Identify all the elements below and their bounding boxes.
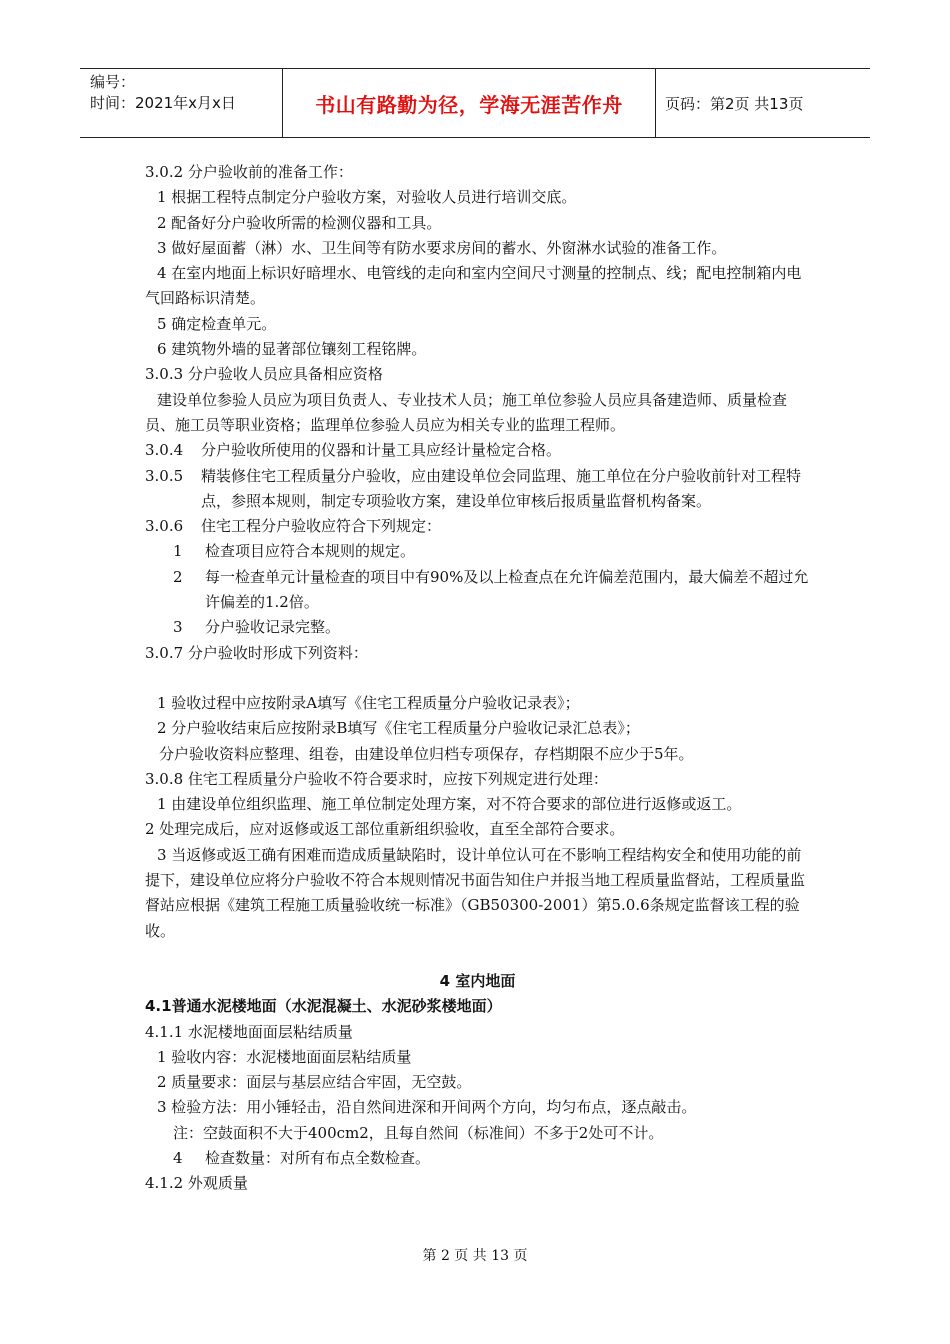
page-footer: 第 2 页 共 13 页 [422,1248,528,1264]
section-number: 3.0.5 [145,466,184,485]
list-item: 2 处理完成后，应对返修或返工部位重新组织验收，直至全部符合要求。 [145,820,625,839]
section-3-0-6 [145,514,810,539]
list-item: 1 根据工程特点制定分户验收方案，对验收人员进行培训交底。 [157,188,577,207]
list-item [145,615,810,640]
list-item: 3 当返修或返工确有困难而造成质量缺陷时，设计单位认可在不影响工程结构安全和使用功能的前提下，建设单位应将分户验收不符合本规则情况书面告知住户并报当地工程质量监督站，工程质量监督站应根据《建筑工程施工质量验收统一标准》（GB50300-2001）第5.0.6条规定监督该工程的验收。 [145,845,806,940]
page-header [80,68,870,138]
list-item: 5 确定检查单元。 [157,314,277,333]
list-item: 4 在室内地面上标识好暗埋水、电管线的走向和室内空间尺寸测量的控制点、线；配电控制箱内电气回路标识清楚。 [145,264,802,308]
item-number: 2 [173,567,183,586]
item-text: 分户验收记录完整。 [205,618,341,637]
list-item: 1 验收过程中应按附录A填写《住宅工程质量分户验收记录表》； [157,693,580,712]
section-3-0-3: 3.0.3 分户验收人员应具备相应资格 [145,365,383,384]
header-meta [80,69,283,137]
section-3-0-7: 3.0.7 分户验收时形成下列资料： [145,643,368,662]
item-number: 1 [173,542,183,561]
list-item [145,1146,810,1171]
item-number: 4 [173,1148,183,1167]
section-3-0-2: 3.0.2 分户验收前的准备工作： [145,163,353,181]
section-4-1-2: 4.1.2 外观质量 [145,1174,248,1193]
section-3-0-8: 3.0.8 住宅工程质量分户验收不符合要求时，应按下列规定进行处理： [145,769,608,788]
number-label: 编号： [90,73,136,91]
time-label: 时间：2021年x月x日 [90,94,236,112]
item-number: 3 [173,618,183,637]
chapter-title: 4 室内地面 [439,971,516,990]
item-text: 检查数量：对所有布点全数检查。 [205,1148,431,1167]
list-item: 3 做好屋面蓄（淋）水、卫生间等有防水要求房间的蓄水、外窗淋水试验的准备工作。 [157,238,727,257]
list-item: 2 分户验收结束后应按附录B填写《住宅工程质量分户验收记录汇总表》； [157,719,640,738]
section-text: 住宅工程分户验收应符合下列规定： [201,517,442,536]
section-3-0-5 [145,464,810,515]
section-number: 3.0.4 [145,441,184,460]
list-item: 3 检验方法：用小锤轻击，沿自然间进深和开间两个方向，均匀布点，逐点敲击。 [157,1098,697,1117]
section-3-0-4 [145,438,810,463]
list-item: 2 质量要求：面层与基层应结合牢固，无空鼓。 [157,1073,472,1092]
paragraph: 建设单位参验人员应为项目负责人、专业技术人员；施工单位参验人员应具备建造师、质量检查员、施工员等职业资格；监理单位参验人员应为相关专业的监理工程师。 [145,390,788,434]
blank-line [145,944,810,969]
item-text: 每一检查单元计量检查的项目中有90%及以上检查点在允许偏差范围内，最大偏差不超过允许偏差的1.2倍。 [205,567,809,612]
note: 注：空鼓面积不大于400cm2，且每自然间（标准间）不多于2处可不计。 [173,1123,664,1142]
list-item [145,565,810,616]
section-text: 分户验收所使用的仪器和计量工具应经计量检定合格。 [201,441,562,460]
document-body [145,160,810,1197]
blank-line [145,666,810,691]
list-item: 6 建筑物外墙的显著部位镶刻工程铭牌。 [157,340,427,359]
item-text: 检查项目应符合本规则的规定。 [205,542,416,561]
section-number: 3.0.6 [145,517,184,536]
section-text: 精装修住宅工程质量分户验收，应由建设单位会同监理、施工单位在分户验收前针对工程特点，参照本规则，制定专项验收方案，建设单位审核后报质量监督机构备案。 [201,466,802,510]
header-motto: 书山有路勤为径，学海无涯苦作舟 [283,69,656,137]
section-title: 4.1普通水泥楼地面（水泥混凝土、水泥砂浆楼地面） [145,997,502,1016]
header-page-info: 页码：第2页 共13页 [665,94,804,113]
list-item: 1 验收内容：水泥楼地面面层粘结质量 [157,1047,412,1066]
list-item [145,539,810,564]
section-4-1-1: 4.1.1 水泥楼地面面层粘结质量 [145,1022,353,1041]
list-item: 2 配备好分户验收所需的检测仪器和工具。 [157,213,442,232]
paragraph: 分户验收资料应整理、组卷，由建设单位归档专项保存，存档期限不应少于5年。 [159,744,694,763]
list-item: 1 由建设单位组织监理、施工单位制定处理方案，对不符合要求的部位进行返修或返工。 [157,795,742,814]
